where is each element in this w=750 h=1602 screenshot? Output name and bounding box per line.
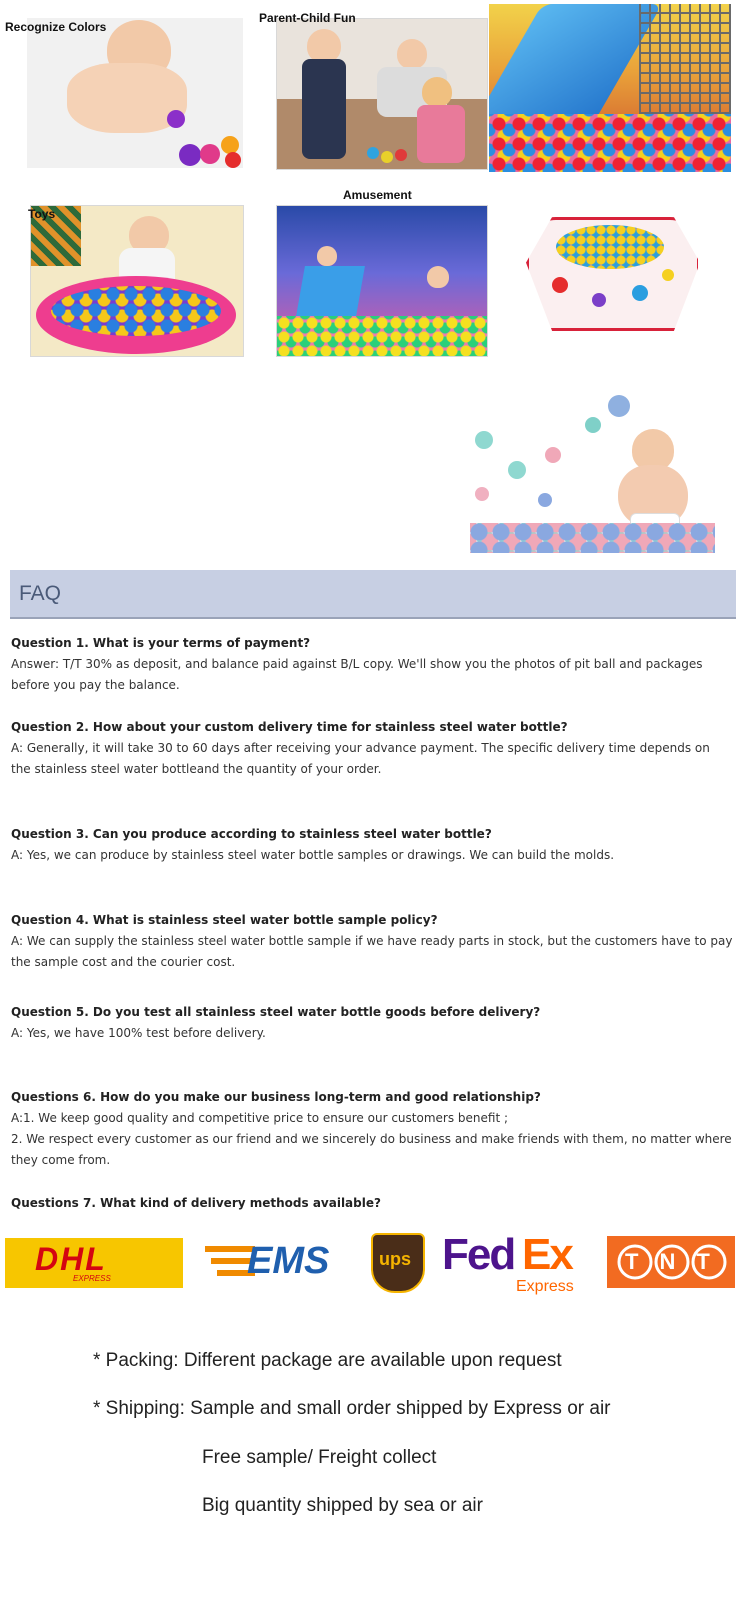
faq-item <box>11 633 741 696</box>
faq-answer: A: We can supply the stainless steel water bottle sample if we have ready parts in stock, but the customers have to pay the sample cost and the courier cost. <box>11 934 733 969</box>
carrier-logos <box>0 1228 750 1303</box>
tnt-wordmark <box>617 1244 731 1280</box>
faq-question: Question 2. How about your custom delivery time for stainless steel water bottle? <box>11 720 568 734</box>
photo-parent-child <box>276 18 488 170</box>
faq-answer: Answer: T/T 30% as deposit, and balance paid against B/L copy. We'll show you the photos of pit ball and packages before you pay the balance. <box>11 657 703 692</box>
faq-item <box>11 1193 741 1214</box>
faq-item <box>11 910 741 973</box>
label-toys: Toys <box>28 207 56 221</box>
faq-question: Questions 7. What kind of delivery methods available? <box>11 1196 381 1210</box>
faq-answer: A:1. We keep good quality and competitive price to ensure our customers benefit ; 2. We respect every customer as our friend and we sincerely do business and make friends with them, no matter where they come from. <box>11 1111 732 1167</box>
faq-item <box>11 824 741 866</box>
ups-wordmark: ups <box>379 1249 412 1269</box>
free-sample-line: Free sample/ Freight collect <box>202 1447 437 1468</box>
faq-answer: A: Yes, we can produce by stainless steel water bottle samples or drawings. We can build the molds. <box>11 848 615 862</box>
faq-question: Questions 6. How do you make our business long-term and good relationship? <box>11 1090 541 1104</box>
faq-question: Question 4. What is stainless steel water bottle sample policy? <box>11 913 438 927</box>
faq-question: Question 1. What is your terms of payment? <box>11 636 311 650</box>
faq-title: FAQ <box>19 582 62 605</box>
faq-answer: A: Yes, we have 100% test before delivery. <box>11 1026 266 1040</box>
label-recognize-colors: Recognize Colors <box>5 20 107 34</box>
big-quantity-line: Big quantity shipped by sea or air <box>202 1495 483 1516</box>
packing-info <box>0 1340 750 1540</box>
dhl-express: EXPRESS <box>73 1274 111 1283</box>
label-parent-child: Parent-Child Fun <box>259 11 356 25</box>
fedex-express: Express <box>516 1278 574 1295</box>
packing-line: * Packing: Different package are available upon request <box>93 1350 562 1371</box>
photo-amusement <box>276 205 488 357</box>
ups-logo <box>371 1233 425 1293</box>
label-amusement: Amusement <box>343 188 412 202</box>
shipping-line: * Shipping: Sample and small order shipped by Express or air <box>93 1398 611 1419</box>
tnt-logo <box>607 1236 735 1288</box>
photo-toys <box>30 205 244 357</box>
photo-recognize-colors <box>27 18 243 168</box>
faq-answer: A: Generally, it will take 30 to 60 days after receiving your advance payment. The specific delivery time depends on the stainless steel water bottleand the quantity of your order. <box>11 741 710 776</box>
dhl-logo <box>5 1238 183 1288</box>
dhl-wordmark: DHL <box>35 1241 107 1277</box>
faq-header <box>10 570 736 619</box>
fedex-ex: Ex <box>522 1230 572 1279</box>
fedex-logo <box>442 1230 592 1302</box>
faq-item <box>11 717 741 780</box>
photo-baby-pastel-balls <box>470 395 720 557</box>
fedex-fed: Fed <box>442 1230 515 1279</box>
photo-play-tent <box>522 197 698 332</box>
faq-item <box>11 1002 741 1044</box>
tnt-letters: TNT <box>625 1249 731 1274</box>
product-gallery <box>0 0 750 560</box>
faq-item <box>11 1087 741 1171</box>
ems-logo <box>205 1240 350 1288</box>
photo-ball-pit-slide <box>489 4 731 172</box>
faq-question: Question 3. Can you produce according to stainless steel water bottle? <box>11 827 492 841</box>
ems-wordmark: EMS <box>247 1240 330 1282</box>
faq-question: Question 5. Do you test all stainless steel water bottle goods before delivery? <box>11 1005 541 1019</box>
